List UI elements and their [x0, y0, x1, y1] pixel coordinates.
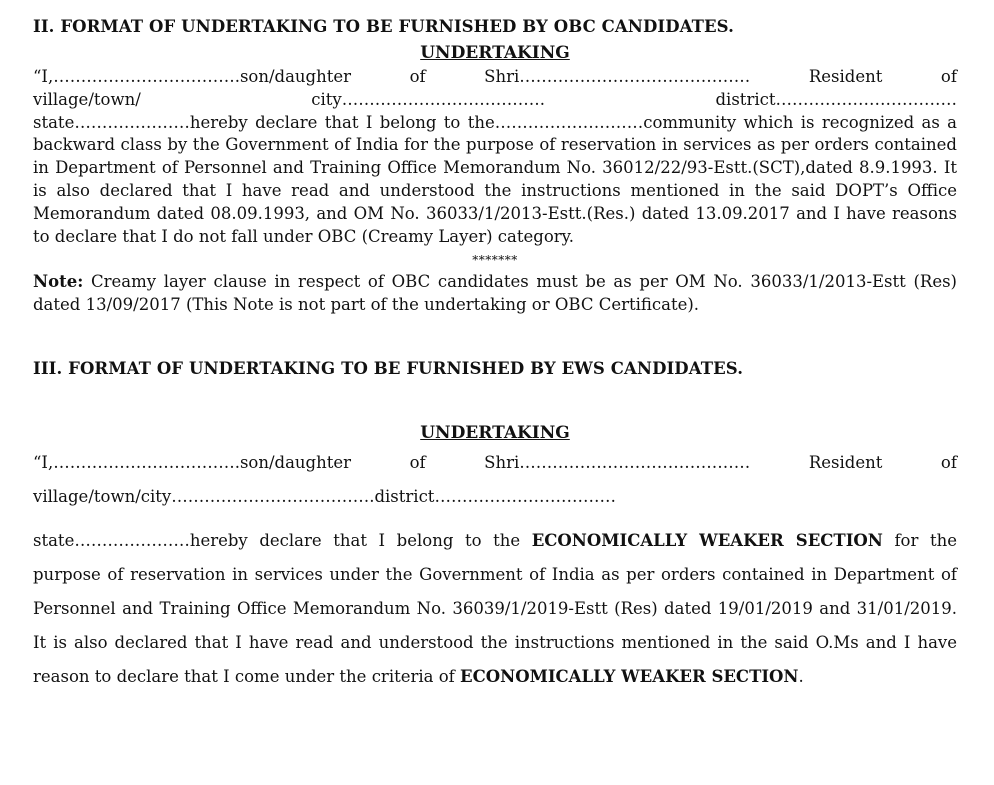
obc-undertaking-title: UNDERTAKING [420, 43, 570, 63]
ews-body-bold-2: ECONOMICALLY WEAKER SECTION [460, 667, 799, 687]
ews-undertaking-header [33, 446, 957, 514]
obc-line1-b: of [409, 67, 426, 86]
obc-line-2 [33, 89, 957, 112]
obc-line2-c: district…………………………… [715, 89, 957, 109]
ews-body-mid: for the purpose of reservation in services under the Government of India as per orders contained in Department of Personnel and Training Office Memorandum No. 36039/1/2019-Estt (Res) dated 19/01/2019 and 31/01/2019. It is also declared that I have read and understood the instructions mentioned in the said O.Ms and I have reason to declare that I come under the criteria of [33, 531, 957, 687]
ews-line1-d: Resident [808, 453, 883, 473]
ews-body-bold-1: ECONOMICALLY WEAKER SECTION [531, 531, 883, 551]
obc-line2-b: city………………………………. [311, 89, 545, 109]
ews-line1-e: of [940, 453, 957, 473]
obc-line1-c: Shri…………………………………… [484, 67, 751, 86]
ews-body-pre: state…………………hereby declare that I belong to the [33, 531, 532, 551]
ews-line1-c: Shri…………………………………… [484, 453, 751, 473]
ews-body [33, 524, 957, 694]
note-text: Creamy layer clause in respect of OBC candidates must be as per OM No. 36033/1/2013-Estt (Res) dated 13/09/2017 (This Note is not part of the undertaking or OBC Certificate). [33, 272, 957, 315]
obc-body: state…………………hereby declare that I belong to the………………………community which is recognized as a backward class by the Government of India for the purpose of reservation in services as per orders contained in Department of Personnel and Training Office Memorandum No. 36012/22/93-Estt.(SCT),dated 8.9.1993. It is also declared that I have read and understood the instructions mentioned in the said DOPT’s Office Memorandum dated 08.09.1993, and OM No. 36033/1/2013-Estt.(Res.) dated 13.09.2017 and I have reasons to declare that I do not fall under OBC (Creamy Layer) category. [33, 112, 957, 246]
note-label: Note: [33, 272, 84, 292]
separator-stars: ******* [472, 253, 518, 268]
obc-line2-a: village/town/ [33, 89, 141, 109]
ews-line-1 [33, 446, 957, 480]
obc-undertaking-text [33, 66, 957, 248]
obc-line1-e: of [940, 67, 957, 86]
obc-note [33, 270, 957, 316]
obc-line1-a: “I,…………………………….son/daughter [33, 67, 352, 86]
obc-section-heading: II. FORMAT OF UNDERTAKING TO BE FURNISHED BY OBC CANDIDATES. [33, 17, 734, 36]
ews-body-end: . [798, 667, 804, 687]
ews-line1-b: of [409, 453, 426, 473]
ews-undertaking-title: UNDERTAKING [420, 423, 570, 444]
ews-line1-a: “I,…………………………….son/daughter [33, 453, 352, 473]
obc-line-1 [33, 66, 957, 89]
ews-line-2: village/town/city……………………………….district…………………………… [33, 487, 616, 507]
ews-section-heading: III. FORMAT OF UNDERTAKING TO BE FURNISHED BY EWS CANDIDATES. [33, 359, 744, 379]
obc-line1-d: Resident [808, 67, 883, 86]
